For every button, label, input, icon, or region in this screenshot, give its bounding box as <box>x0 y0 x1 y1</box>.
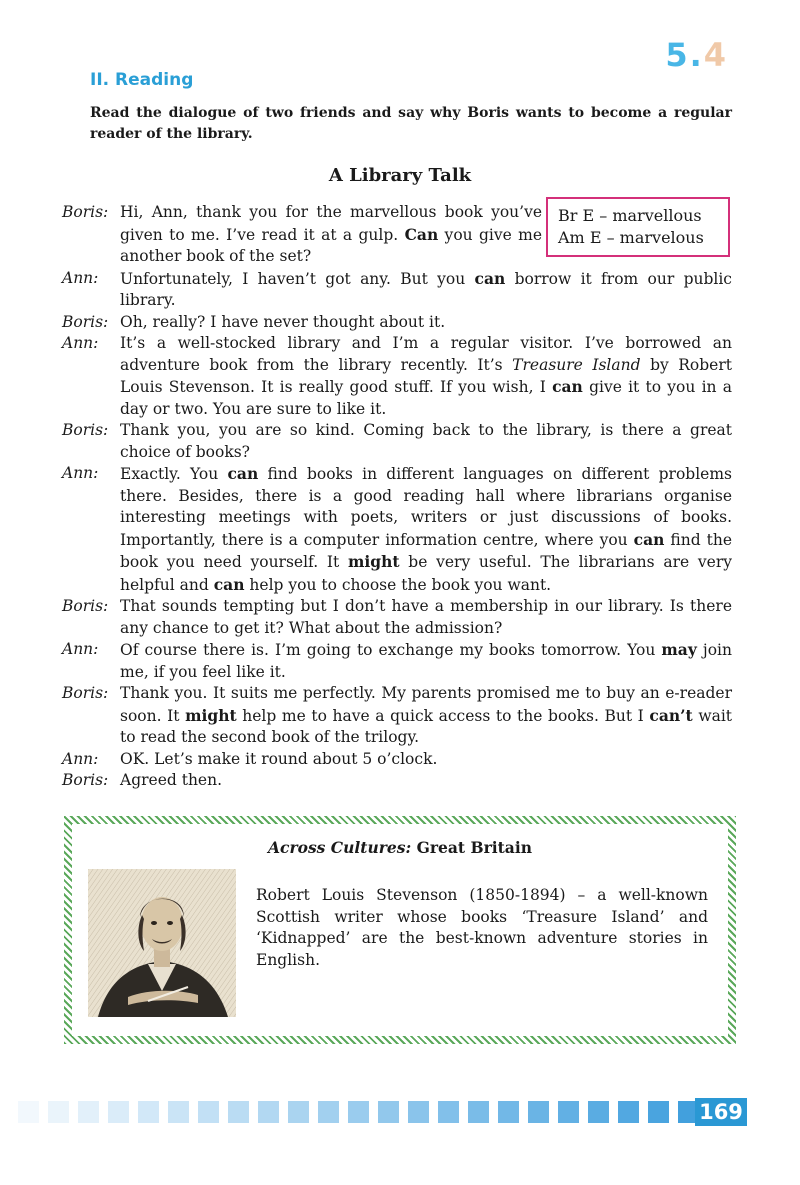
chapter-minor: 4 <box>703 36 728 74</box>
speaker: Boris: <box>62 597 109 615</box>
speech: Thank you. It suits me perfectly. My parents promised me to buy an e-reader soon. It might help me to have a quick access to the books. But I can’t wait to read the second book of the trilogy. <box>120 684 733 746</box>
culture-country: Great Britain <box>416 838 532 857</box>
dialogue-turn <box>62 268 732 312</box>
speaker: Ann: <box>62 749 99 768</box>
spelling-note-box <box>546 197 730 257</box>
speech: Unfortunately, I haven’t got any. But you can borrow it from our public library. <box>120 268 732 309</box>
culture-label: Across Cultures: <box>267 838 412 857</box>
dialogue-turn <box>62 683 732 749</box>
speaker: Ann: <box>62 464 99 482</box>
chapter-number <box>665 36 728 74</box>
speaker: Ann: <box>62 268 99 287</box>
dialogue-turn <box>62 312 732 334</box>
speech: Agreed then. <box>120 771 223 789</box>
dialogue-turn <box>62 639 732 683</box>
speaker: Ann: <box>62 640 99 658</box>
task-instruction: Read the dialogue of two friends and say why Boris wants to become a regular reader of the library. <box>90 105 732 142</box>
section-title: II. Reading <box>90 70 194 90</box>
culture-title <box>0 838 800 857</box>
dialogue-turn <box>62 770 732 792</box>
chapter-major: 5 <box>665 36 690 74</box>
speech: Exactly. You can find books in different languages on different problems there. Besides, there is a good reading hall where librarians organise interesting meetings with poets, writers or just discussions of books. Importantly, there is a computer information centre, where you can find the book you need yourself. It might be very useful. The librarians are very helpful and can help you to choose the book you want. <box>120 464 733 594</box>
spelling-note-british: Br E – marvellous <box>558 206 702 225</box>
speech: Hi, Ann, thank you for the marvellous book you’ve given to me. I’ve read it at a gulp. Can you give me another book of the set? <box>120 203 542 265</box>
speaker: Boris: <box>62 684 109 702</box>
chapter-dot: . <box>689 36 704 74</box>
text-title: A Library Talk <box>328 165 472 186</box>
page-number: 169 <box>695 1098 747 1126</box>
culture-text: Robert Louis Stevenson (1850-1894) – a well-known Scottish writer whose books ‘Treasure Island’ and ‘Kidnapped’ are the best-known adventure stories in English. <box>256 886 708 969</box>
dialogue-turn <box>62 749 732 771</box>
speech: Oh, really? I have never thought about it. <box>120 312 446 331</box>
dialogue-turn <box>62 420 732 463</box>
speaker: Boris: <box>62 421 109 439</box>
speech: It’s a well-stocked library and I’m a regular visitor. I’ve borrowed an adventure book from the library recently. It’s Treasure Island by Robert Louis Stevenson. It is really good stuff. If you wish, I can give it to you in a day or two. You are sure to like it. <box>120 334 732 418</box>
speaker: Boris: <box>62 312 109 331</box>
speech: Of course there is. I’m going to exchange my books tomorrow. You may join me, if you feel like it. <box>120 640 732 681</box>
dialogue-turn <box>62 596 732 639</box>
stevenson-portrait-image <box>88 869 236 1017</box>
speaker: Boris: <box>62 771 109 789</box>
speech: Thank you, you are so kind. Coming back to the library, is there a great choice of books? <box>120 421 732 461</box>
dialogue <box>62 202 732 792</box>
spelling-note-american: Am E – marvelous <box>558 228 704 247</box>
speech: That sounds tempting but I don’t have a membership in our library. Is there any chance to get it? What about the admission? <box>120 597 732 637</box>
speaker: Ann: <box>62 334 99 352</box>
portrait-drawing <box>88 869 236 1017</box>
dialogue-turn <box>62 463 732 596</box>
speaker: Boris: <box>62 203 109 221</box>
footer-decorative-bar <box>18 1101 699 1123</box>
speech: OK. Let’s make it round about 5 o’clock. <box>120 749 438 768</box>
dialogue-turn <box>62 333 732 420</box>
